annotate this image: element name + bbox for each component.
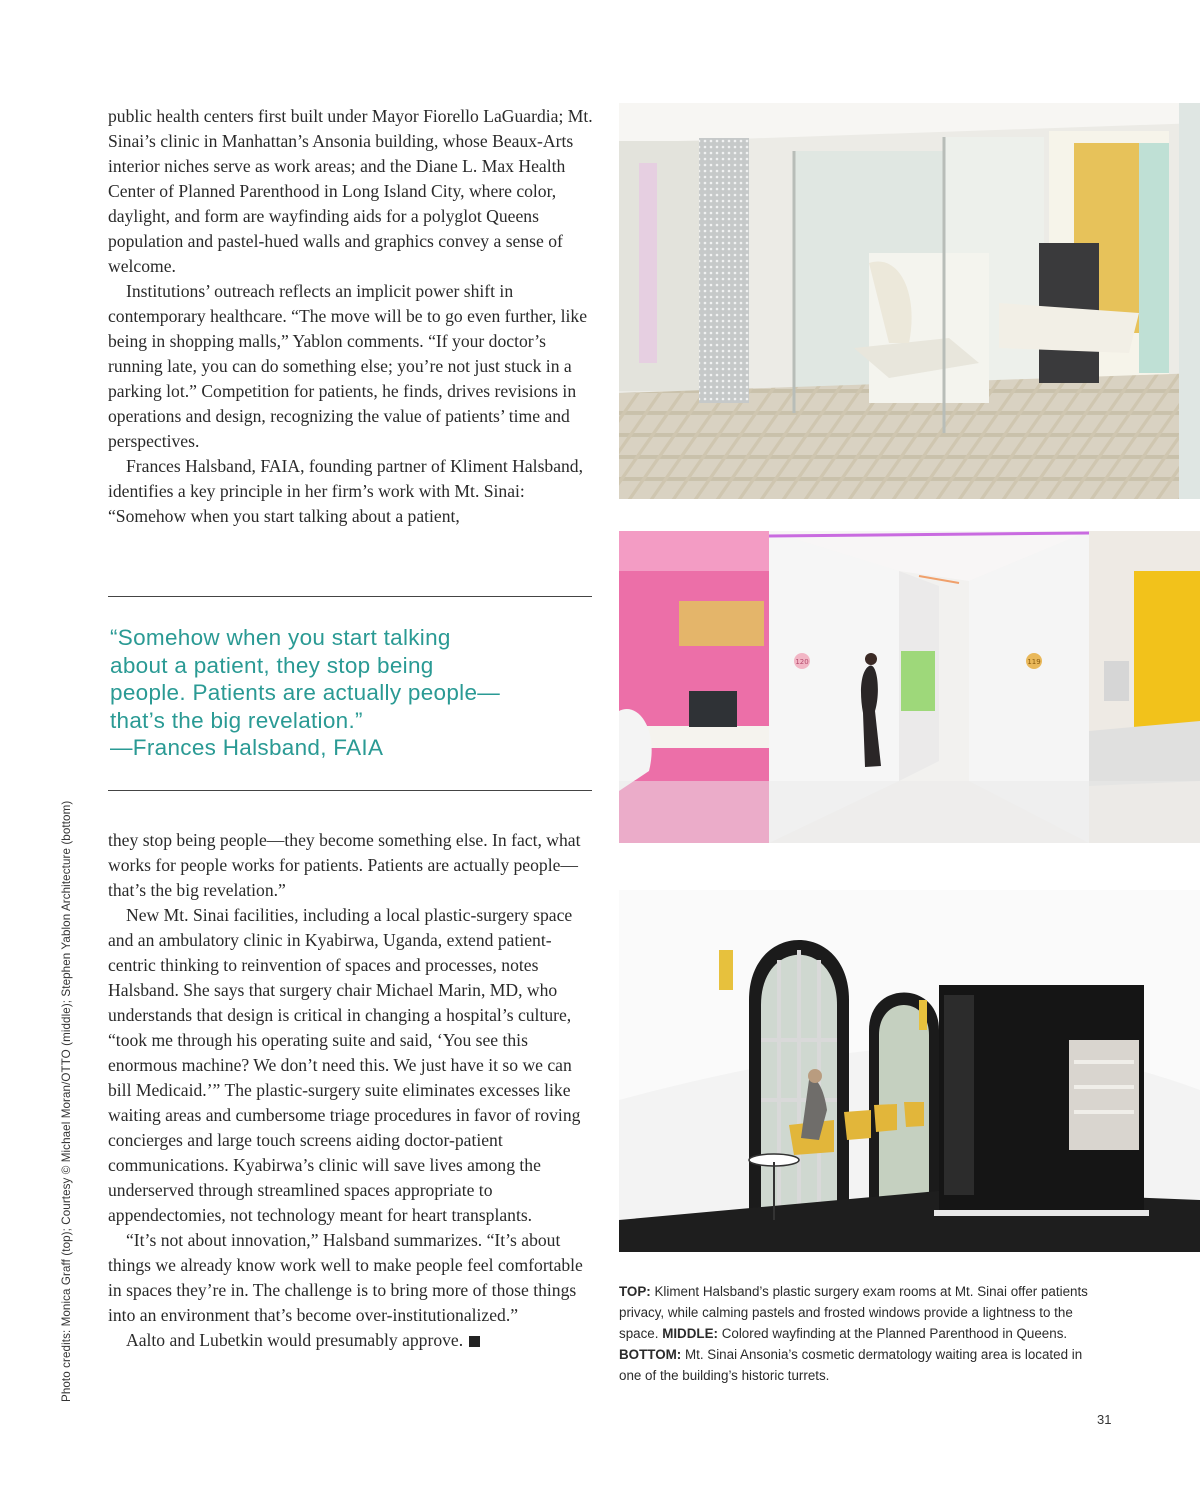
pull-quote-top-rule xyxy=(108,596,592,597)
paragraph: they stop being people—they become something else. In fact, what works for people works for patients. Patients are actually people—that’s the big revelation.” xyxy=(108,830,581,900)
caption-label-top: TOP: xyxy=(619,1284,651,1299)
paragraph: Institutions’ outreach reflects an implicit power shift in contemporary healthcare. “The move will be to go even further, like being in shopping malls,” Yablon comments. “If your doctor’s running late, you can do something else; you’re not just stuck in a parking lot.” Competition for patients, he finds, drives revisions in operations and design, recognizing the value of patients’ time and perspectives. xyxy=(108,281,588,451)
article-text-block-1 xyxy=(108,104,593,529)
caption-label-middle: MIDDLE: xyxy=(662,1326,718,1341)
door-number-left: 120 xyxy=(795,658,809,666)
pull-quote xyxy=(110,624,590,762)
article-text-block-2 xyxy=(108,828,593,1353)
caption-label-bottom: BOTTOM: xyxy=(619,1347,682,1362)
pull-quote-line: people. Patients are actually people— xyxy=(110,680,501,705)
photo-credits: Photo credits: Monica Graff (top); Courtesy © Michael Moran/OTTO (middle); Stephen Yablon Architecture (bottom) xyxy=(60,800,73,1402)
photo-exam-rooms xyxy=(619,103,1200,499)
photo-exam-rooms-image xyxy=(619,103,1200,499)
paragraph-text: Aalto and Lubetkin would presumably approve. xyxy=(126,1330,464,1350)
pull-quote-line: about a patient, they stop being xyxy=(110,652,434,678)
photo-wayfinding-corridor xyxy=(619,531,1200,843)
pull-quote-line: that’s the big revelation.” xyxy=(110,707,363,733)
closing-paragraph xyxy=(108,1328,593,1353)
pull-quote-line: “Somehow when you start talking xyxy=(110,625,451,650)
caption-text-top: Kliment Halsband’s plastic surgery exam rooms at Mt. Sinai offer patients privacy, while calming pastels and frosted windows provide a lightness to the space. xyxy=(619,1284,1088,1341)
paragraph: Frances Halsband, FAIA, founding partner of Kliment Halsband, identifies a key principle in her firm’s work with Mt. Sinai: “Somehow when you start talking about a patient, xyxy=(108,456,584,526)
paragraph: “It’s not about innovation,” Halsband summarizes. “It’s about things we already know work well to make people feel comfortable in spaces they’re in. The challenge is to bring more of those things into an environment that’s become over-institutionalized.” xyxy=(108,1230,583,1325)
door-number-right: 119 xyxy=(1027,658,1041,666)
end-mark-icon xyxy=(469,1336,480,1347)
pull-quote-bottom-rule xyxy=(108,790,592,791)
page-number: 31 xyxy=(1097,1412,1112,1427)
caption-text-bottom: Mt. Sinai Ansonia’s cosmetic dermatology waiting area is located in one of the building’s historic turrets. xyxy=(619,1347,1083,1383)
paragraph: public health centers first built under Mayor Fiorello LaGuardia; Mt. Sinai’s clinic in Manhattan’s Ansonia building, whose Beaux-Arts interior niches serve as work areas; and the Diane L. Max Health Center of Planned Parenthood in Long Island City, where color, daylight, and form are wayfinding aids for a polyglot Queens population and pastel-hued walls and graphics convey a sense of welcome. xyxy=(108,106,593,276)
pull-quote-attribution: —Frances Halsband, FAIA xyxy=(110,735,384,760)
photo-wayfinding-image xyxy=(619,531,1200,843)
paragraph: New Mt. Sinai facilities, including a local plastic-surgery space and an ambulatory clinic in Kyabirwa, Uganda, extend patient-centric thinking to reinvention of spaces and processes, notes Halsband. She says that surgery chair Michael Marin, MD, who understands that design is critical in changing a hospital’s culture, “took me through his operating suite and said, ‘You see this enormous machine? We don’t need this. We just have it so we can bill Medicaid.’” The plastic-surgery suite eliminates excesses like waiting areas and cumbersome triage procedures in favor of roving concierges and large touch screens aiding doctor-patient communications. Kyabirwa’s clinic will save lives among the underserved through streamlined spaces appropriate to appendectomies, not technology meant for heart transplants. xyxy=(108,905,581,1225)
photo-turret-waiting-area xyxy=(619,890,1200,1252)
photo-caption xyxy=(619,1281,1089,1386)
caption-text-middle: Colored wayfinding at the Planned Parenthood in Queens. xyxy=(717,1326,1068,1341)
photo-turret-image xyxy=(619,890,1200,1252)
